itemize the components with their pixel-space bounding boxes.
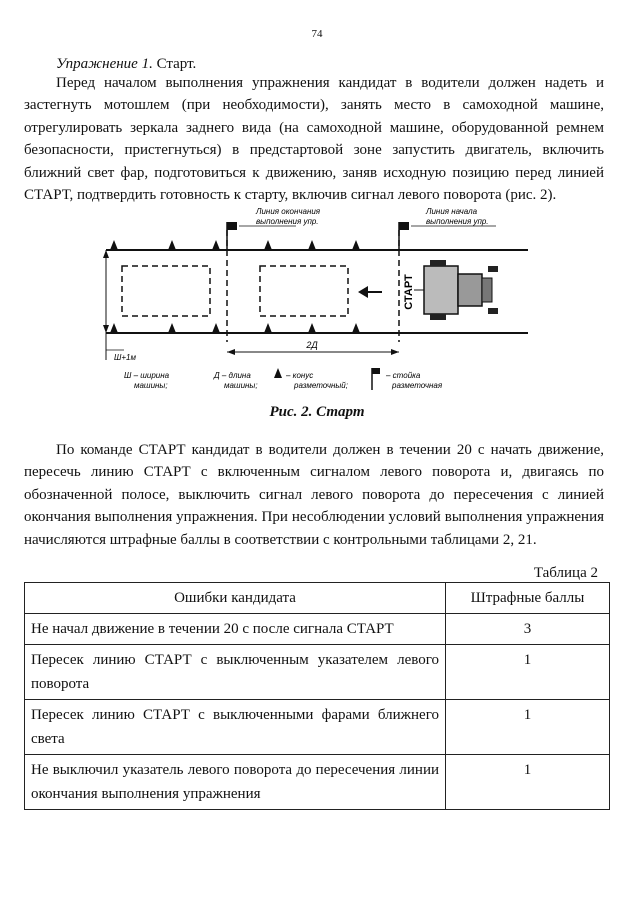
table-row (25, 645, 610, 700)
vehicle-outline-middle (260, 266, 348, 316)
page-number: 74 (311, 28, 323, 40)
start-diagram (96, 200, 532, 410)
start-line-label-2: выполнения упр. (426, 217, 489, 226)
table-caption: Таблица 2 (533, 565, 598, 581)
error-cell: Не выключил указатель левого поворота до пересечения линии окончания выполнения упражнения (25, 755, 446, 810)
header-points: Штрафные баллы (446, 583, 610, 614)
legend-width-1: Ш – ширина (124, 371, 170, 380)
exercise-heading (56, 56, 196, 73)
exercise-name: Старт. (156, 56, 197, 72)
intro-paragraph: Перед началом выполнения упражнения кандидат в водители должен надеть и застегнуть мотошлем (при необходимости), занять место в самоходной машине, отрегулировать зеркала заднего вида (на самоходной машине, оборудованной ремнем безопасности, пристегнуться) в предстартовой зоне запустить двигатель, включить ближний свет фар, подготовиться к движению, заняв исходную позицию перед линией СТАРТ, подтвердить готовность к старту, включив сигнал левого поворота (рис. 2). (24, 75, 604, 204)
points-cell: 3 (446, 614, 610, 645)
cone-icon (168, 323, 176, 333)
legend-cone-icon (274, 368, 282, 378)
cone-icon (110, 240, 118, 250)
dimension-width-label: Ш+1м (114, 353, 136, 362)
vehicle-outline-left (122, 266, 210, 316)
cone-icon (212, 323, 220, 333)
end-line-label-2: выполнения упр. (256, 217, 319, 226)
legend-length-1: Д – длина (214, 371, 251, 380)
penalty-table (24, 582, 610, 810)
legend-post-2: разметочная (392, 381, 443, 390)
legend-cone-2: разметочный; (294, 381, 348, 390)
error-cell: Не начал движение в течении 20 с после сигнала СТАРТ (25, 614, 446, 645)
cone-icon (264, 323, 272, 333)
legend-cone-1: – конус (286, 371, 314, 380)
command-paragraph: По команде СТАРТ кандидат в водители должен в течении 20 с начать движение, пересечь линию СТАРТ с включенным сигналом левого поворота и, двигаясь по обозначенной полосе, выключить сигнал левого поворота до пересечения с линией окончания выполнения упражнения. При несоблюдении условий выполнения упражнения начисляются штрафные баллы в соответствии с контрольными таблицами 2, 21. (24, 442, 604, 548)
legend-length-2: машины; (224, 381, 258, 390)
exercise-title: Упражнение 1. (56, 56, 153, 72)
table-row (25, 755, 610, 810)
cone-icon (264, 240, 272, 250)
start-label: СТАРТ (403, 274, 415, 310)
start-line-label-1: Линия начала (426, 207, 478, 216)
cone-icon (352, 323, 360, 333)
cone-icon (168, 240, 176, 250)
table-row (25, 700, 610, 755)
end-line-label-1: Линия окончания (256, 207, 321, 216)
error-cell: Пересек линию СТАРТ с выключенными фарами ближнего света (25, 700, 446, 755)
cone-icon (308, 240, 316, 250)
cone-icon (110, 323, 118, 333)
machine-icon (414, 260, 498, 320)
points-cell: 1 (446, 645, 610, 700)
cones-top (110, 240, 360, 250)
cone-icon (212, 240, 220, 250)
direction-arrow-icon (358, 286, 382, 298)
cone-icon (308, 323, 316, 333)
header-errors: Ошибки кандидата (25, 583, 446, 614)
table-row (25, 614, 610, 645)
legend-width-2: машины; (134, 381, 168, 390)
figure-caption: Рис. 2. Старт (269, 404, 365, 420)
table-header-row (25, 583, 610, 614)
legend-post-1: – стойка (386, 371, 421, 380)
points-cell: 1 (446, 755, 610, 810)
error-cell: Пересек линию СТАРТ с выключенным указателем левого поворота (25, 645, 446, 700)
start-diagram-svg (96, 200, 532, 410)
dimension-2d-label: 2Д (306, 340, 318, 350)
cones-bottom (110, 323, 360, 333)
legend-post-icon (372, 368, 380, 374)
points-cell: 1 (446, 700, 610, 755)
post-flag-icon (399, 222, 409, 230)
cone-icon (352, 240, 360, 250)
post-flag-icon (227, 222, 237, 230)
